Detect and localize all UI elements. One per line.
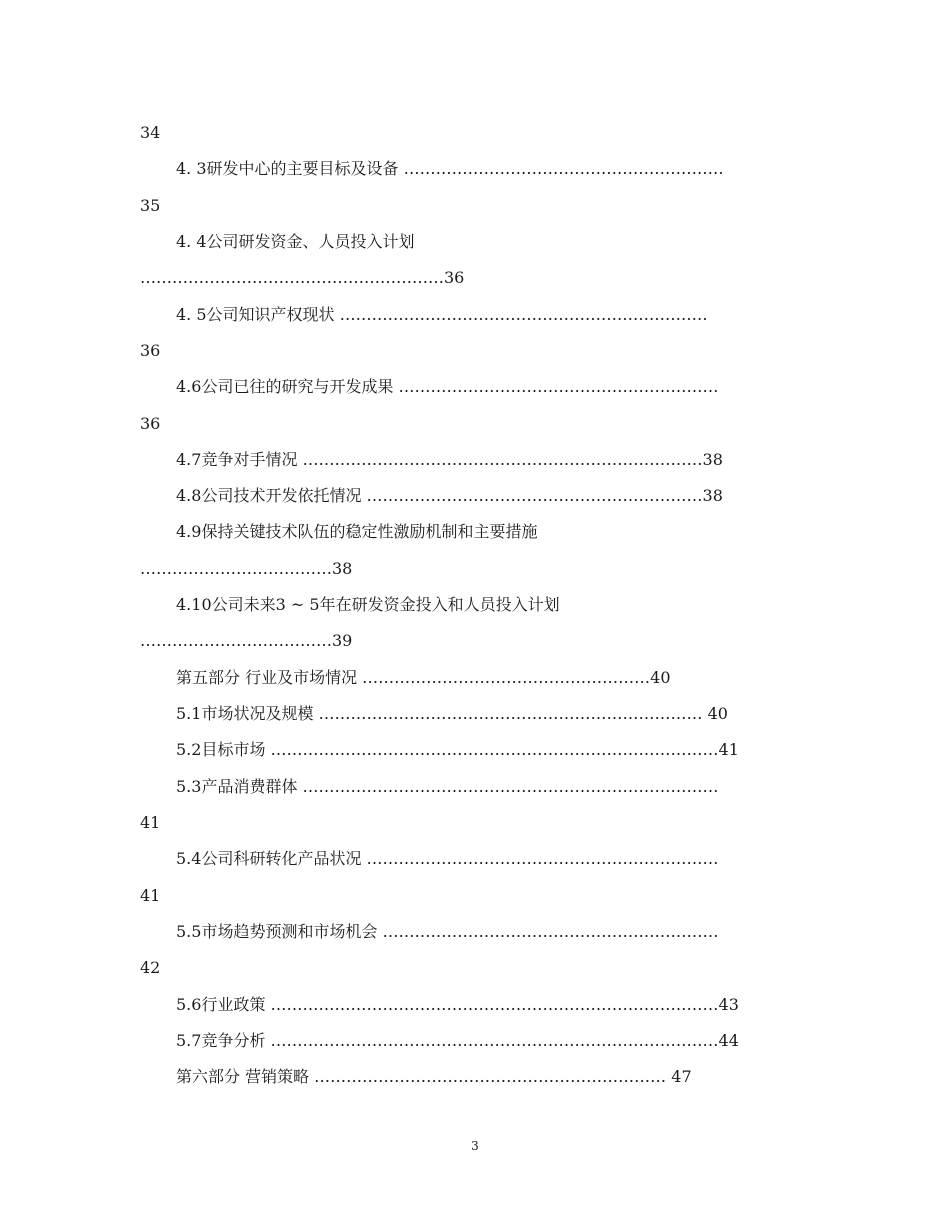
toc-entry-5-3: 5.3产品消费群体 …………………………………………………………………… — [176, 777, 719, 796]
toc-leader-4-10: ………………………………39 — [140, 631, 353, 650]
toc-page-ref: 35 — [140, 196, 161, 215]
toc-entry-4-9: 4.9保持关键技术队伍的稳定性激励机制和主要措施 — [176, 522, 538, 541]
toc-entry-4-3: 4. 3研发中心的主要目标及设备 …………………………………………………… — [176, 159, 724, 178]
page-number: 3 — [471, 1139, 479, 1153]
toc-entry-4-6: 4.6公司已往的研究与开发成果 …………………………………………………… — [176, 377, 719, 396]
toc-entry-4-5: 4. 5公司知识产权现状 …………………………………………………………… — [176, 305, 708, 324]
toc-entry-4-4: 4. 4公司研发资金、人员投入计划 — [176, 232, 415, 251]
toc-page-ref: 36 — [140, 414, 161, 433]
toc-page-ref: 36 — [140, 341, 161, 360]
toc-page-ref: 41 — [140, 813, 161, 832]
toc-entry-5-5: 5.5市场趋势预测和市场机会 ……………………………………………………… — [176, 922, 719, 941]
toc-entry-5-6: 5.6行业政策 …………………………………………………………………………43 — [176, 995, 739, 1014]
toc-page-ref: 42 — [140, 958, 161, 977]
toc-page-ref: 41 — [140, 886, 161, 905]
toc-page-ref: 34 — [140, 123, 161, 142]
toc-leader-4-9: ………………………………38 — [140, 559, 353, 578]
toc-entry-part-6: 第六部分 营销策略 ………………………………………………………… 47 — [176, 1067, 692, 1086]
toc-entry-4-7: 4.7竞争对手情况 …………………………………………………………………38 — [176, 450, 723, 469]
toc-leader-4-4: …………………………………………………36 — [140, 268, 465, 287]
toc-entry-4-10: 4.10公司未来3 ~ 5年在研发资金投入和人员投入计划 — [176, 595, 560, 614]
toc-entry-part-5: 第五部分 行业及市场情况 ………………………………………………40 — [176, 668, 671, 687]
toc-entry-5-1: 5.1市场状况及规模 ……………………………………………………………… 40 — [176, 704, 728, 723]
toc-entry-5-4: 5.4公司科研转化产品状况 ………………………………………………………… — [176, 849, 719, 868]
toc-entry-5-7: 5.7竞争分析 …………………………………………………………………………44 — [176, 1031, 739, 1050]
toc-entry-5-2: 5.2目标市场 …………………………………………………………………………41 — [176, 740, 739, 759]
toc-entry-4-8: 4.8公司技术开发依托情况 ………………………………………………………38 — [176, 486, 723, 505]
